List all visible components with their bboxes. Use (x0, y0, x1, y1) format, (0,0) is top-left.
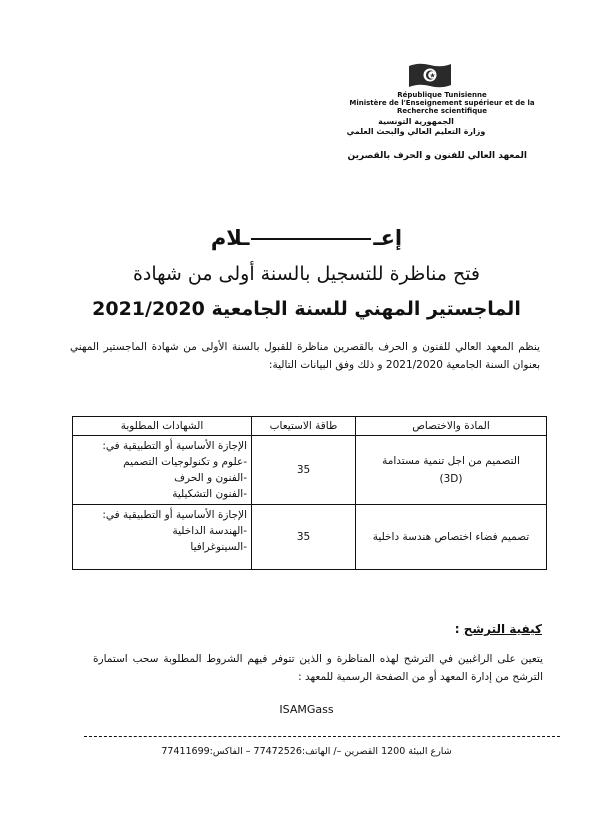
header-degrees: الشهادات المطلوبة (73, 417, 252, 436)
degree-title: الماجستير المهني للسنة الجامعية 2021/2020 (92, 298, 521, 320)
header-fr-line3: Recherche scientifique (397, 107, 487, 115)
announcement-title (0, 226, 613, 250)
degree-line: الإجازة الأساسية أو التطبيقية في: (102, 440, 247, 452)
header-subject: المادة والاختصاص (356, 417, 547, 436)
candidacy-text: يتعين على الراغبين في الترشح لهذه المناظرة و الذين تتوفر فيهم الشروط المطلوبة سحب استمارة الترشح من إدارة المعهد أو من الصفحة الرسمية للمعهد : (93, 653, 543, 683)
header-ar-line2: وزارة التعليم العالي والبحث العلمي (346, 127, 486, 136)
table-row (73, 436, 547, 505)
degree-line: الإجازة الأساسية أو التطبيقية في: (102, 509, 247, 521)
institute-name: المعهد العالي للفنون و الحرف بالقصرين (347, 151, 527, 161)
subject-cell (356, 436, 547, 505)
footer-divider (84, 736, 560, 737)
capacity-cell: 35 (252, 505, 356, 570)
header-fr-line1: République Tunisienne (397, 91, 487, 99)
capacity-cell: 35 (252, 436, 356, 505)
degree-line: -علوم و تكنولوجيات التصميم (123, 456, 247, 468)
degrees-cell (73, 436, 252, 505)
subject-cell: تصميم فضاء اختصاص هندسة داخلية (356, 505, 547, 570)
degree-line: -الفنون التشكيلية (172, 488, 247, 500)
table-row (73, 505, 547, 570)
tunisia-flag-icon (407, 62, 453, 89)
table-header-row (73, 417, 547, 436)
intro-paragraph: ينظم المعهد العالي للفنون و الحرف بالقصرين مناظرة للقبول بالسنة الأولى من شهادة الماجستير المهني بعنوان السنة الجامعية 2021/2020 و ذلك وفق البيانات التالية: (70, 341, 540, 371)
footer-address: شارع البيئة 1200 القصرين –/ الهاتف:77472526 – الفاكس:77411699 (161, 746, 452, 757)
programs-table (72, 416, 547, 570)
header-capacity: طاقة الاستيعاب (252, 417, 356, 436)
header-ar-line1: الجمهورية التونسية (378, 117, 454, 126)
candidacy-heading (455, 622, 542, 636)
competition-title: فتح مناظرة للتسجيل بالسنة أولى من شهادة (132, 263, 481, 285)
header-fr-line2: Ministère de l'Enseignement supérieur et de la (349, 99, 535, 107)
website-name: ISAMGass (279, 703, 334, 716)
title-underline (251, 238, 371, 240)
degrees-cell (73, 505, 252, 570)
candidacy-heading-text: كيفية الترشح (463, 622, 542, 636)
degree-line: -الفنون و الحرف (174, 472, 247, 484)
subject-text: التصميم من اجل تنمية مستدامة (382, 455, 520, 467)
announcement-title-start: إعـ (373, 226, 403, 250)
degree-line: -الهندسة الداخلية (172, 525, 247, 537)
announcement-title-end: ـلام (210, 226, 250, 250)
subject-text-3d: (3D) (439, 473, 463, 485)
degree-line: -السينوغرافيا (190, 541, 247, 553)
candidacy-heading-colon: : (454, 622, 460, 636)
